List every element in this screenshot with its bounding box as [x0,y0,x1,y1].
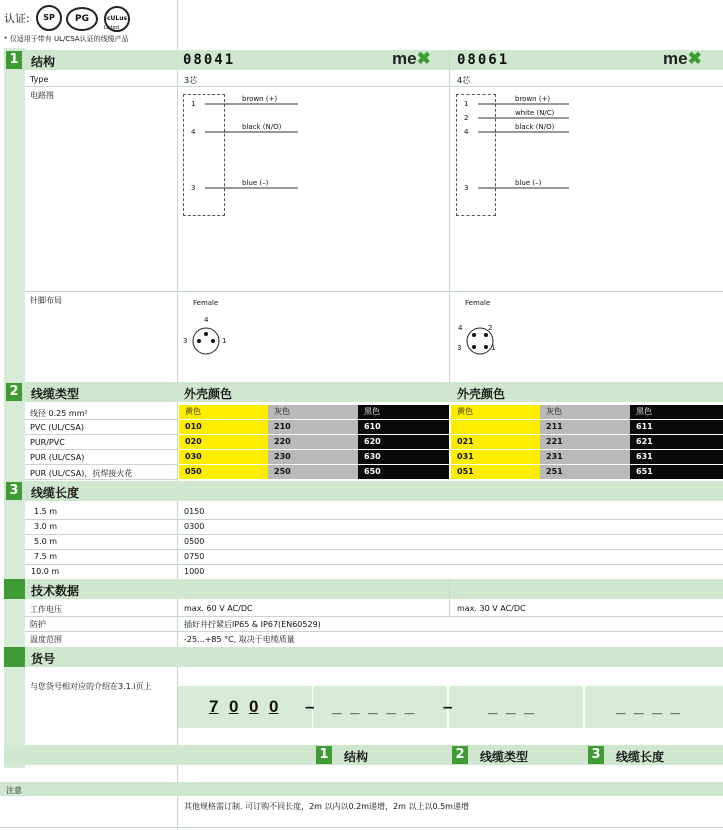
order-band [4,647,723,667]
csa-logo: SP [36,5,62,31]
cable-code-cell: 621 [630,435,723,449]
wire-b1: brown (+) [515,95,551,103]
legend-label-3: 线缆长度 [616,750,665,764]
pin-a3: 3 [191,184,196,192]
section1-title: 结构 [31,55,56,69]
tech-divider [449,579,450,616]
cable-code-cell: 210 [268,420,358,434]
color-title-a: 外壳颜色 [184,387,233,401]
type-a: 3芯 [184,76,198,85]
row-rule [25,86,723,87]
row-rule [25,519,723,520]
length-row-label: 1.5 m [34,507,58,516]
pin-num-b-bl: 3 [457,344,462,352]
circuit-lines-a [183,94,313,214]
cable-row-label: PUR (UL/CSA)，抗焊接火花 [30,469,133,478]
voltage-label: 工作电压 [30,605,62,614]
color-header-cell: 灰色 [268,405,358,419]
pin-a2: 4 [191,128,196,136]
row-rule [25,419,178,420]
cert-label: 认证: [4,12,30,25]
section2-number: 2 [6,383,22,401]
length-row-value: 0150 [184,507,205,516]
row-rule [25,434,178,435]
cable-code-cell: 211 [540,420,630,434]
section1-band [4,50,723,70]
cable-code-cell: 010 [179,420,268,434]
order-digit: 0 [249,697,259,716]
row-rule [25,616,723,617]
color-title-b: 外壳颜色 [457,387,506,401]
wire-b2: white (N/C) [515,109,555,117]
order-box-main [178,686,312,728]
pin-num-b-tl: 4 [458,324,463,332]
note-band [0,782,723,796]
cable-code-cell: 650 [358,465,449,479]
section3-band [4,481,723,501]
order-title: 货号 [31,652,56,666]
cable-code-cell: 610 [358,420,449,434]
brand-logo-a: me✖ [392,49,431,68]
wire-a2: black (N/O) [242,123,282,131]
row-rule [25,534,723,535]
length-row-label: 5.0 m [34,537,58,546]
cable-code-cell: 221 [540,435,630,449]
length-row-value: 0300 [184,522,205,531]
color-header-cell: 黄色 [179,405,268,419]
cable-code-cell: 630 [358,450,449,464]
wire-b4: blue (–) [515,179,542,187]
section3-title: 线缆长度 [31,486,80,500]
order-separator: – [305,697,317,716]
ul-logo: cULus [104,6,130,32]
ul-listed: Listed [104,25,119,31]
cable-code-cell: 230 [268,450,358,464]
length-row-label: 7.5 m [34,552,58,561]
brand-logo-b: me✖ [663,49,702,68]
temp-value: -25...+85 °C, 取决于电缆质量 [184,635,295,644]
row-rule [25,631,723,632]
cable-row-label: PUR/PVC [30,438,65,447]
length-row-value: 0750 [184,552,205,561]
order-digit: 0 [269,697,279,716]
length-row-label: 3.0 m [34,522,58,531]
temp-label: 温度范围 [30,635,62,644]
cable-code-cell: 651 [630,465,723,479]
pin-b3: 4 [464,128,469,136]
row-rule [25,549,723,550]
wire-b3: black (N/O) [515,123,555,131]
section3-number: 3 [6,482,22,500]
cable-code-cell [451,420,540,434]
pin-num-b-tr: 2 [488,324,493,332]
protect-value: 插好并拧紧后IP65 & IP67(EN60529) [184,620,321,629]
tech-band [4,579,723,599]
legend-label-1: 结构 [344,750,369,764]
length-row-value: 1000 [184,567,205,576]
voltage-b: max. 30 V AC/DC [457,604,526,613]
order-blanks-2: _ _ _ [488,697,536,716]
order-digit: 0 [229,697,239,716]
cable-row-label: PUR (UL/CSA) [30,453,85,462]
cable-row-label: 线径 0.25 mm² [30,409,88,418]
type-b: 4芯 [457,76,471,85]
product-b-code: 08061 [457,52,510,68]
cable-code-cell: 051 [451,465,540,479]
pin-b2: 2 [464,114,469,122]
product-divider [449,50,450,382]
section2-title: 线缆类型 [31,387,80,401]
pin-b1: 1 [464,100,469,108]
legend-number-3: 3 [588,746,604,764]
circuit-label: 电路图 [30,91,54,100]
row-rule [25,464,178,465]
legend-number-1: 1 [316,746,332,764]
note-text: 其他规格需订制. 可订购不同长度，2m 以内以0.2m递增，2m 以上以0.5m递增 [184,802,469,811]
product-a-code: 08041 [183,52,236,68]
protect-label: 防护 [30,620,46,629]
section1-number: 1 [6,51,22,69]
cable-row-label: PVC (UL/CSA) [30,423,84,432]
connector-icon-a [190,325,222,357]
cable-code-cell: 611 [630,420,723,434]
order-digit: 7 [209,697,219,716]
order-desc: 与您货号相对应的介绍在3.1.i页上 [30,682,152,691]
legend-label-2: 线缆类型 [480,750,529,764]
bottom-rule [0,827,723,828]
pin-title-a: Female [193,299,219,307]
cable-code-cell: 250 [268,465,358,479]
pin-num-a-right: 1 [222,337,227,345]
cert-note: * 仅适用于带有 UL/CSA认证的线缆产品 [4,35,129,43]
pin-num-a-left: 3 [183,337,188,345]
row-rule [25,291,723,292]
cable-code-cell: 031 [451,450,540,464]
cable-code-cell: 021 [451,435,540,449]
type-label: Type [30,75,49,84]
pin-num-b-br: 1 [491,344,496,352]
length-row-label: 10.0 m [31,567,60,576]
wire-a3: blue (–) [242,179,269,187]
tech-title: 技术数据 [31,584,80,598]
legend-number-2: 2 [452,746,468,764]
order-separator: – [443,697,455,716]
cable-code-cell: 631 [630,450,723,464]
voltage-a: max. 60 V AC/DC [184,604,253,613]
cable-code-cell: 620 [358,435,449,449]
pin-a1: 1 [191,100,196,108]
length-row-value: 0500 [184,537,205,546]
row-rule [25,564,723,565]
pg-logo: PG [66,7,98,31]
row-rule [25,449,178,450]
cable-code-cell: 231 [540,450,630,464]
cable-code-cell: 050 [179,465,268,479]
wire-a1: brown (+) [242,95,278,103]
cable-code-cell: 020 [179,435,268,449]
tech-band-accent [4,579,25,599]
color-header-cell: 灰色 [540,405,630,419]
order-blanks-3: _ _ _ _ [616,697,682,716]
cable-code-cell: 030 [179,450,268,464]
note-label: 注意 [6,786,22,795]
color-header-cell: 黄色 [451,405,540,419]
color-header-cell: 黑色 [630,405,723,419]
pin-layout-label: 针脚布局 [30,296,62,305]
order-band-accent [4,647,25,667]
order-blanks-1: _ _ _ _ _ [332,697,417,716]
section2-band [4,382,723,402]
cable-code-cell: 220 [268,435,358,449]
pin-num-a-top: 4 [204,316,209,324]
pin-title-b: Female [465,299,491,307]
color-header-cell: 黑色 [358,405,449,419]
pin-b4: 3 [464,184,469,192]
row-rule [25,479,178,480]
cable-code-cell: 251 [540,465,630,479]
